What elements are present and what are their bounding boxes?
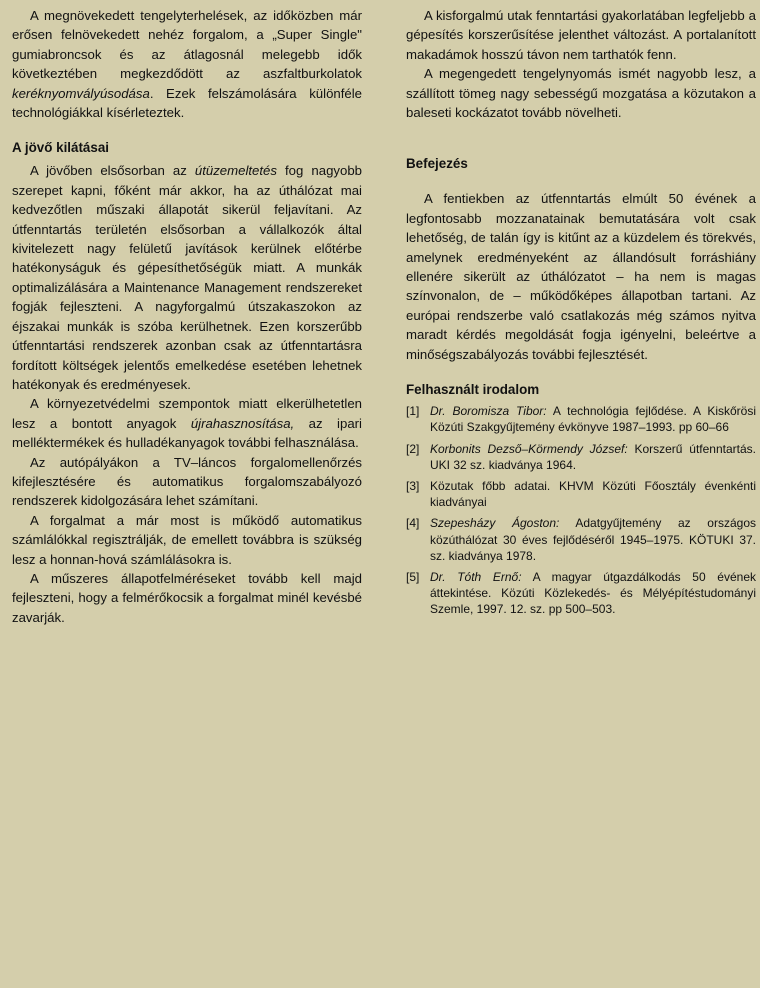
- outlook-paragraph-4: A forgalmat a már most is működő automatikus számlálókkal regisztrálják, de emellett továbbra is szükség lesz a honnan-hová számlálásokra is.: [12, 512, 362, 567]
- right-column: [406, 6, 756, 623]
- reference-item: [406, 478, 756, 510]
- text: fog nagyobb szerepet kapni, főként már akkor, ha az úthálózat mai kedvezőtlen műszaki állapotát sikerül feljavítani. Az útfenntartás területén elsősorban a vállalkozók által kivitelezett nagy felületű javítások kerülnek előtérbe hatékonyságuk és gépesíthetőségük miatt. A munkák optimalizálására a Maintenance Management rendszereket fogják fejleszteni. A nagyforgalmú útszakaszokon az éjszakai munkák is szóba kerülhetnek. Ezen korszerűbb útfenntartási rendszerek azonban csak az útfenntartásra fordított költségek jelentős emelkedése esetében lehetnek hatékonyak és eredményesek.: [12, 163, 362, 392]
- reference-text: A technológia fejlődése. A Kiskőrösi Közúti Szakgyűjtemény évkönyve 1987–1993. pp 60–66: [430, 404, 756, 435]
- reference-item: [406, 403, 756, 435]
- reference-item: [406, 569, 756, 618]
- reference-number: [5]: [406, 569, 420, 584]
- reference-item: [406, 441, 756, 473]
- right-paragraph-2: A megengedett tengelynyomás ismét nagyobb lesz, a szállított tömeg nagy sebességű mozgatása a közutakon a baleseti kockázatot tovább növelheti.: [406, 66, 756, 121]
- text: az ipari melléktermékek és hulladékanyagok további felhasználása.: [12, 415, 362, 451]
- outlook-paragraph-2: [12, 394, 362, 452]
- text: A jövőben elsősorban az: [30, 163, 195, 179]
- right-paragraph-1: A kisforgalmú utak fenntartási gyakorlatában legfeljebb a gépesítés korszerűsítése jelenthet változást. A portalanított makadámok hosszú távon nem tarthatók fenn.: [406, 8, 756, 62]
- reference-author: Korbonits Dezső–Körmendy József:: [430, 441, 628, 456]
- reference-text: A magyar útgazdálkodás 50 évének áttekintése. Közúti Közlekedés- és Mélyépítéstudományi Szemle, 1997. 12. sz. pp 500–503.: [430, 569, 757, 617]
- emphasis: újrahasznosítása,: [190, 415, 295, 431]
- section-heading-conclusion: Befejezés: [406, 156, 468, 172]
- reference-text: Adatgyűjtemény az országos közúthálózat 30 éves fejlődéséről 1945–1975. KÖTUKI 37. sz. kiadványa 1978.: [430, 516, 756, 563]
- reference-author: Dr. Boromisza Tibor:: [430, 404, 547, 419]
- reference-author: Szepesházy Ágoston:: [430, 516, 560, 531]
- reference-number: [4]: [406, 516, 420, 531]
- section-heading-references: Felhasznált irodalom: [406, 382, 540, 398]
- reference-list: [406, 403, 756, 617]
- reference-author: Dr. Tóth Ernő:: [430, 569, 522, 584]
- intro-text: A megnövekedett tengelyterhelések, az időközben már erősen felnövekedett nehéz forgalom, a „Super Single" gumiabroncsok és az átlagosnál melegebb idők következtében megkezdődött az aszfaltburkolatok: [12, 8, 362, 82]
- outlook-paragraph-3: Az autópályákon a TV–láncos forgalomellenőrzés kifejlesztésére és automatikus forgalomszabályozó rendszerek kidolgozására lehet számítani.: [12, 454, 362, 509]
- reference-number: [3]: [406, 478, 420, 493]
- conclusion-paragraph: A fentiekben az útfenntartás elmúlt 50 évének a legfontosabb mozzanatainak bemutatására volt csak lehetőség, de talán így is kitűnt az a küzdelem és törekvés, amelynek eredményeként az állandósult forráshiány ellenére sikerült az úthálózatot – ha nem is magas színvonalon, de – működőképes állapotban tartani. Az európai rendszerbe való csatlakozás még számos nyitva maradt kérdés megoldását fogja igényelni, beleértve a minőségszabályozás további fejlesztését.: [406, 191, 756, 362]
- outlook-paragraph-5: A műszeres állapotfelméréseket tovább kell majd fejleszteni, hogy a felmérőkocsik a forgalmat minél kevésbé zavarják.: [12, 570, 362, 625]
- text: A környezetvédelmi szempontok miatt elkerülhetetlen lesz a bontott anyagok: [12, 396, 362, 431]
- intro-paragraph: [12, 6, 362, 122]
- reference-item: [406, 515, 756, 564]
- intro-emphasis: keréknyomvályúsodása: [12, 85, 150, 101]
- intro-text-tail: . Ezek felszámolására különféle technológiákkal kísérleteztek.: [12, 85, 362, 121]
- reference-text: Korszerű útfenntartás. UKI 32 sz. kiadványa 1964.: [430, 441, 756, 472]
- reference-number: [2]: [406, 441, 420, 456]
- section-heading-outlook: A jövő kilátásai: [12, 140, 109, 156]
- reference-number: [1]: [406, 404, 420, 419]
- reference-text: Közutak főbb adatai. KHVM Közúti Főosztály évenkénti kiadványai: [430, 478, 756, 510]
- emphasis: útüzemeltetés: [194, 163, 277, 179]
- left-column: [12, 6, 362, 627]
- outlook-paragraph-1: [12, 161, 362, 394]
